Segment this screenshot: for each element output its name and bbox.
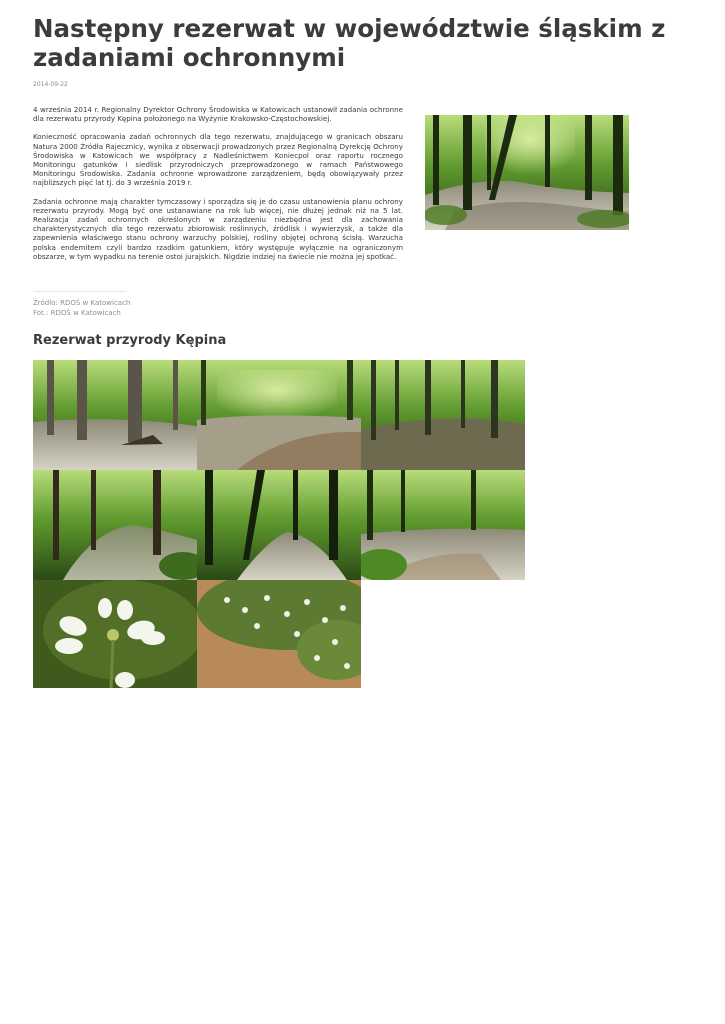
white-flower-closeup-photo[interactable] bbox=[33, 580, 197, 688]
page-title: Następny rezerwat w województwie śląskim z zadaniami ochronnymi bbox=[33, 14, 666, 72]
photo-credit: Fot.: RDOŚ w Katowicach bbox=[33, 309, 121, 317]
paragraph-2: Konieczność opracowania zadań ochronnych dla tego rezerwatu, znajdującego w granicach obszaru Natura 2000 Źródła Rajecznicy, wynika z obserwacji prowadzonych przez Regionalną Dyrekcję Ochrony Środowiska w Katowicach we współpracy z Nadleśnictwem Koniecpol oraz raportu rocznego Monitoringu gatunków i siedlisk przyrodniczych przeprowadzonego w ramach Państwowego Monitoringu Środowiska. Zadania ochronne wprowadzone zarządzeniem, będą obowiązywały przez najbliższych pięć lat tj. do 3 września 2019 r. bbox=[33, 132, 403, 188]
photo-gallery bbox=[33, 360, 525, 688]
forest-stream-photo-5[interactable] bbox=[197, 470, 361, 580]
forest-stream-photo-4[interactable] bbox=[33, 470, 197, 580]
publish-date: 2014-09-22 bbox=[33, 81, 68, 88]
source-divider: …………………………………………… bbox=[33, 287, 127, 294]
article-body bbox=[33, 105, 403, 270]
white-flowers-ground-photo[interactable] bbox=[197, 580, 361, 688]
source-credits bbox=[33, 298, 130, 318]
paragraph-1: 4 września 2014 r. Regionalny Dyrektor Ochrony Środowiska w Katowicach ustanowił zadania ochronne dla rezerwatu przyrody Kępina położonego na Wyżynie Krakowsko-Częstochowskiej. bbox=[33, 105, 403, 124]
forest-stream-photo-2[interactable] bbox=[197, 360, 361, 470]
paragraph-3: Zadania ochronne mają charakter tymczasowy i sporządza się je do czasu ustanowienia planu ochrony rezerwatu przyrody. Mogą być one ustanawiane na rok lub więcej, nie dłużej jednak niż na 5 lat. Realizacja zadań ochronnych określonych w zarządzeniu niezbędna jest dla zachowania charakterystycznych dla tego rezerwatu zbiorowisk roślinnych, źródlisk i wywierzysk, a także dla zapewnienia właściwego stanu ochrony warzuchy polskiej, rośliny objętej ochroną ścisłą. Warzucha polska endemitem czyli bardzo rzadkim gatunkiem, który występuje wyłącznie na ograniczonym obszarze, w tym wypadku na terenie ostoi jurajskich. Nigdzie indziej na świecie nie można jej spotkać. bbox=[33, 196, 403, 261]
hero-forest-photo[interactable] bbox=[425, 115, 629, 230]
forest-stream-photo-3[interactable] bbox=[361, 360, 525, 470]
source-text: Źródło: RDOŚ w Katowicach bbox=[33, 299, 131, 307]
forest-stream-photo-6[interactable] bbox=[361, 470, 525, 580]
forest-stream-photo-1[interactable] bbox=[33, 360, 197, 470]
gallery-title: Rezerwat przyrody Kępina bbox=[33, 333, 227, 348]
